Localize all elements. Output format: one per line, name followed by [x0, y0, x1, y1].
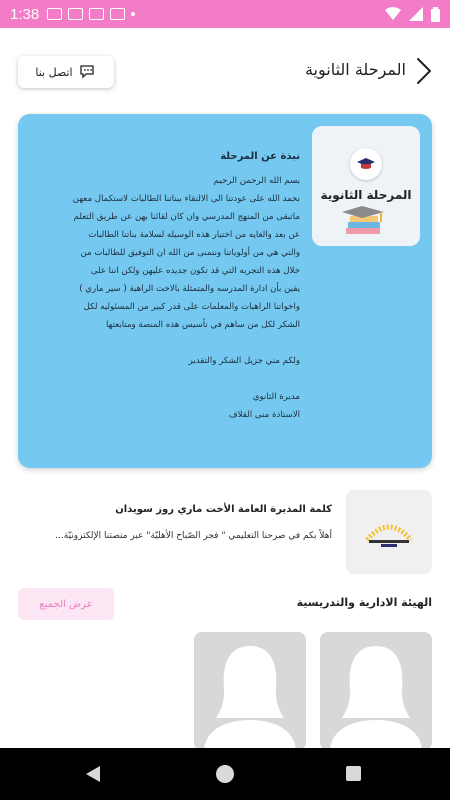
nav-recents-icon[interactable]: [346, 766, 361, 781]
gmail-icon: [47, 8, 62, 20]
director-title: كلمة المديرة العامة الأخت ماري روز سويدان: [115, 504, 332, 515]
battery-icon: [431, 7, 440, 22]
staff-section-title: الهيئة الادارية والتدريسية: [296, 596, 432, 609]
view-all-button[interactable]: عرض الجميع: [18, 588, 114, 620]
system-nav-bar: [0, 748, 450, 800]
chat-icon: [79, 64, 97, 80]
director-logo-image: [346, 490, 432, 574]
about-line: بسم الله الرحمن الرحيم: [213, 176, 300, 186]
about-line: الاستاذة منى القلاف: [228, 410, 300, 420]
status-bar: [0, 0, 450, 28]
about-line: مديرة الثانوي: [252, 392, 300, 402]
about-line: [30, 370, 300, 388]
app-icon: [89, 8, 104, 20]
about-line: [30, 334, 300, 352]
about-line: ماتبقى من المنهج المدرسي وان كان لقائنا بهن عن طريق التعلم: [73, 212, 300, 222]
gmail-icon: [68, 8, 83, 20]
about-line: والتي هي من أولوياتنا ونتمنى من الله ان التوفيق للطالبات من: [80, 248, 300, 258]
about-heading: نبذة عن المرحلة: [220, 151, 300, 162]
stage-name: المرحلة الثانوية: [320, 188, 412, 202]
app-icon: [110, 8, 125, 20]
about-line: الشكر لكل من ساهم في تأسيس هذه المنصة ومتابعتها: [106, 320, 300, 330]
contact-us-button[interactable]: [18, 56, 114, 88]
top-bar: [0, 50, 450, 94]
about-line: ولكم مني جزيل الشكر والتقدير: [188, 356, 300, 366]
books-graduation-icon: [340, 200, 392, 236]
person-placeholder-icon: [320, 632, 432, 750]
about-line: واخواتنا الراهبات والمعلمات على قدر كبير من المسئوليه لكل: [83, 302, 300, 312]
about-line: يقين بأن ادارة المدرسه والمتمثلة بالاخت الراهبة ( سير ماري ): [79, 284, 300, 294]
chevron-right-icon[interactable]: [410, 56, 436, 86]
staff-avatar[interactable]: [320, 632, 432, 750]
wifi-icon: [385, 7, 401, 21]
school-logo-icon: [350, 148, 382, 180]
director-snippet: أهلاً بكم في صرحنا التعليمي " فجر الصّباح الأهليّة" عبر منصتنا الإلكترونيّة...: [55, 531, 332, 541]
stage-tile: [312, 126, 420, 246]
director-message-card[interactable]: [18, 490, 432, 574]
contact-us-label: اتصل بنا: [35, 65, 73, 79]
about-text: [30, 148, 300, 424]
staff-avatar[interactable]: [194, 632, 306, 750]
page-title: المرحلة الثانوية: [304, 60, 406, 79]
person-placeholder-icon: [194, 632, 306, 750]
status-time: 1:38: [10, 5, 40, 23]
about-line: عن بعد والغايه من اختيار هذه الوسيله لسلامة بناتنا الطالبات: [88, 230, 300, 240]
signal-icon: [409, 7, 423, 21]
about-line: نحمد الله على عودتنا الى الالتقاء ببناتنا الطالبات لاستكمال معهن: [72, 194, 300, 204]
about-line: خلال هذه التجربه التي قد تكون جديده عليهن ولكن اننا على: [90, 266, 300, 276]
nav-back-icon[interactable]: [86, 766, 100, 782]
stage-about-card: [18, 114, 432, 468]
staff-header: [18, 588, 432, 622]
nav-home-icon[interactable]: [216, 765, 234, 783]
dot-icon: [131, 12, 135, 16]
